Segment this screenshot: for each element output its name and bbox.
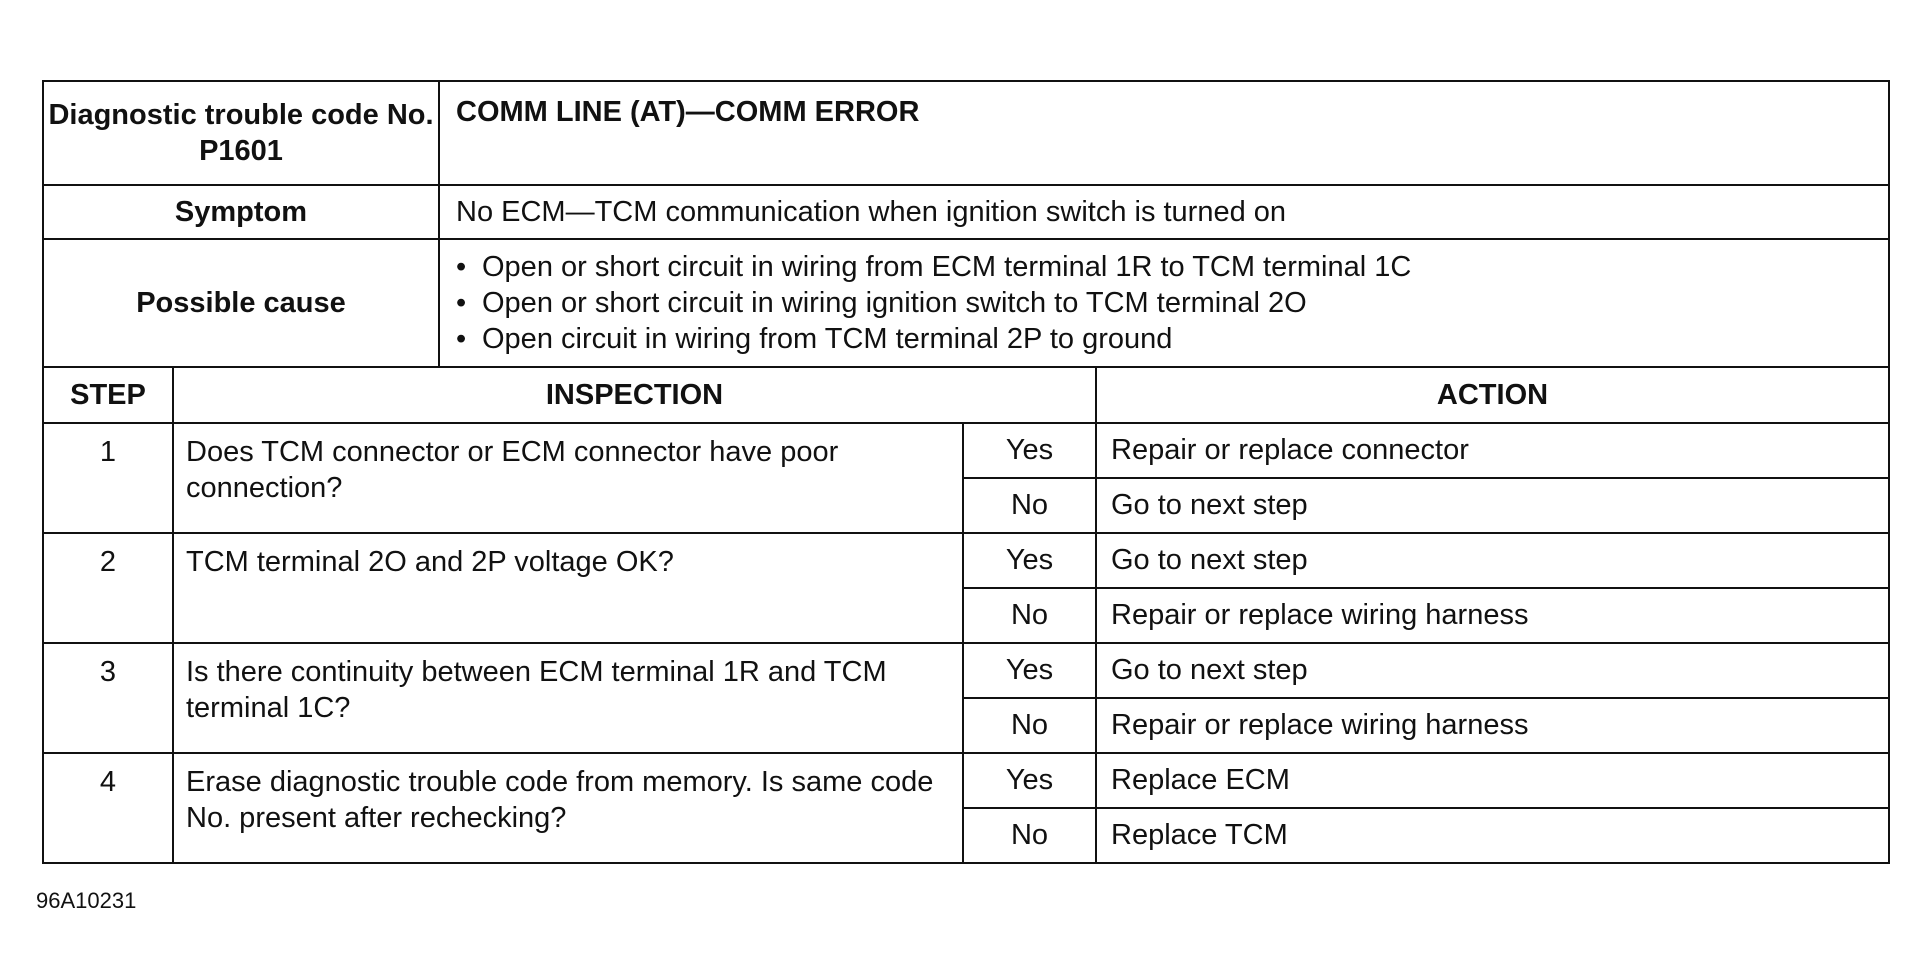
no-label: No (963, 588, 1096, 643)
step-row-yes (43, 533, 1889, 588)
no-label: No (963, 808, 1096, 863)
step-row-yes (43, 643, 1889, 698)
possible-cause-row (43, 239, 1889, 367)
dtc-table (42, 80, 1890, 864)
possible-cause-list (440, 243, 1888, 363)
inspection-text: TCM terminal 2O and 2P voltage OK? (173, 533, 963, 643)
yes-label: Yes (963, 533, 1096, 588)
yes-action: Go to next step (1096, 643, 1889, 698)
no-label: No (963, 698, 1096, 753)
dtc-code-row (43, 81, 1889, 185)
inspection-text: Is there continuity between ECM terminal 1R and TCM terminal 1C? (173, 643, 963, 753)
column-header-row (43, 367, 1889, 423)
yes-label: Yes (963, 753, 1096, 808)
dtc-code-label: Diagnostic trouble code No. P1601 (43, 81, 439, 185)
no-action: Go to next step (1096, 478, 1889, 533)
symptom-value: No ECM—TCM communication when ignition switch is turned on (439, 185, 1889, 239)
action-column-header: ACTION (1096, 367, 1889, 423)
no-action: Repair or replace wiring harness (1096, 588, 1889, 643)
step-number: 1 (43, 423, 173, 533)
step-column-header: STEP (43, 367, 173, 423)
inspection-text: Erase diagnostic trouble code from memory. Is same code No. present after rechecking? (173, 753, 963, 863)
symptom-label: Symptom (43, 185, 439, 239)
no-label: No (963, 478, 1096, 533)
inspection-text: Does TCM connector or ECM connector have poor connection? (173, 423, 963, 533)
cause-item: • Open or short circuit in wiring from ECM terminal 1R to TCM terminal 1C (456, 249, 1888, 285)
possible-cause-label: Possible cause (43, 239, 439, 367)
possible-cause-cell (439, 239, 1889, 367)
dtc-code-title: COMM LINE (AT)—COMM ERROR (439, 81, 1889, 185)
yes-label: Yes (963, 643, 1096, 698)
inspection-column-header: INSPECTION (173, 367, 1096, 423)
cause-item: • Open circuit in wiring from TCM terminal 2P to ground (456, 321, 1888, 357)
yes-action: Go to next step (1096, 533, 1889, 588)
no-action: Repair or replace wiring harness (1096, 698, 1889, 753)
cause-item: • Open or short circuit in wiring ignition switch to TCM terminal 2O (456, 285, 1888, 321)
step-row-yes (43, 423, 1889, 478)
step-number: 3 (43, 643, 173, 753)
figure-id: 96A10231 (36, 888, 137, 913)
symptom-row (43, 185, 1889, 239)
yes-action: Replace ECM (1096, 753, 1889, 808)
step-number: 4 (43, 753, 173, 863)
yes-action: Repair or replace connector (1096, 423, 1889, 478)
no-action: Replace TCM (1096, 808, 1889, 863)
step-row-yes (43, 753, 1889, 808)
yes-label: Yes (963, 423, 1096, 478)
step-number: 2 (43, 533, 173, 643)
dtc-document (42, 80, 1888, 864)
